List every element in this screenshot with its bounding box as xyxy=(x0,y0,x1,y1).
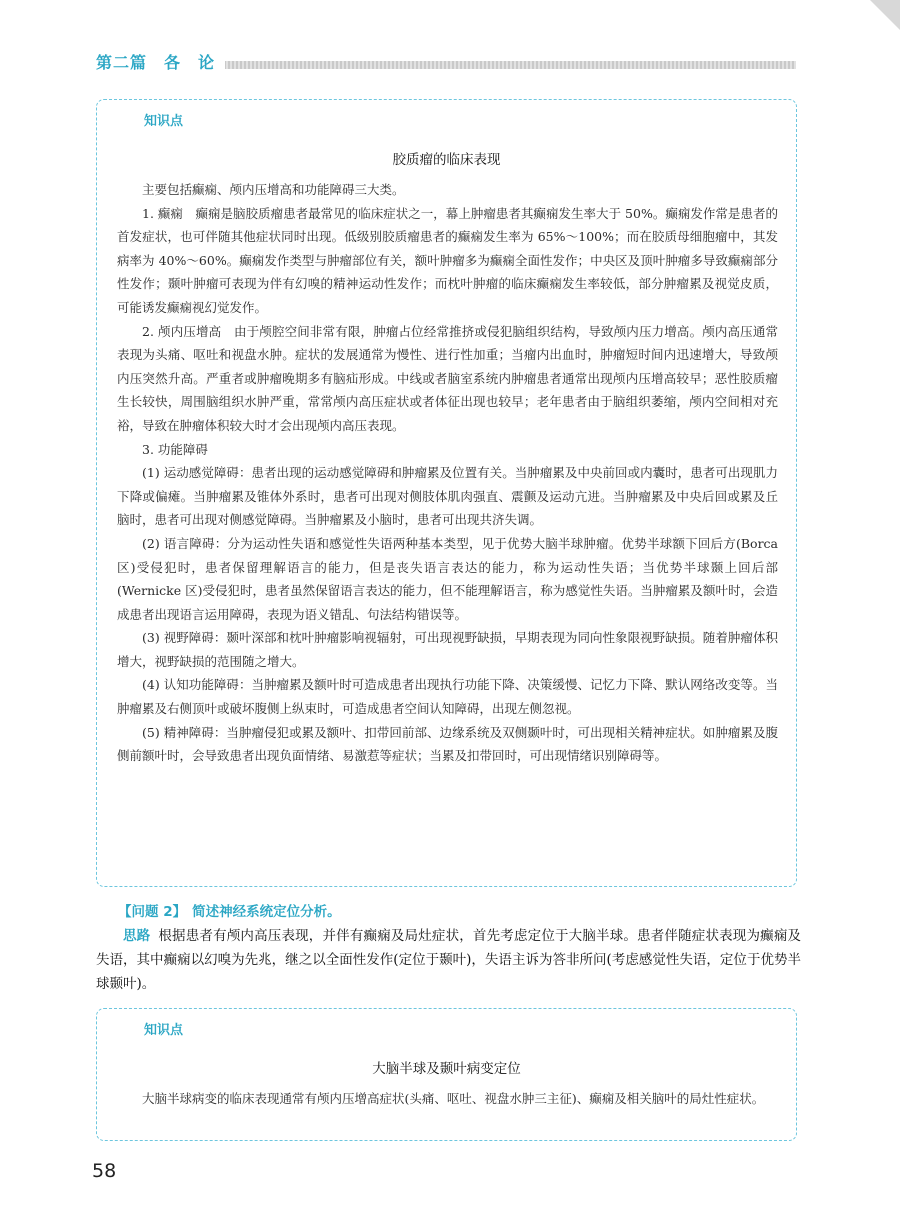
page-corner-fold xyxy=(870,0,900,30)
header-rule xyxy=(224,61,796,69)
knowledge-content xyxy=(117,1087,778,1111)
question-label: 【问题 2】 xyxy=(118,904,187,920)
knowledge-label: 知识点 xyxy=(144,114,184,129)
paragraph: 2. 颅内压增高 由于颅腔空间非常有限，肿瘤占位经常推挤或侵犯脑组织结构，导致颅内压力增高。颅内高压通常表现为头痛、呕吐和视盘水肿。症状的发展通常为慢性、进行性加重；当瘤内出血时，肿瘤短时间内迅速增大，导致颅内压突然升高。严重者或肿瘤晚期多有脑疝形成。中线或者脑室系统内肿瘤患者通常出现颅内压增高较早；恶性胶质瘤生长较快，周围脑组织水肿严重，常常颅内高压症状或者体征出现也较早；老年患者由于脑组织萎缩，颅内空间相对充裕，导致在肿瘤体积较大时才会出现颅内高压表现。 xyxy=(117,323,778,433)
paragraph: 主要包括癫痫、颅内压增高和功能障碍三大类。 xyxy=(142,182,405,197)
question-block xyxy=(96,900,801,996)
page-number: 58 xyxy=(92,1160,117,1182)
knowledge-label: 知识点 xyxy=(144,1023,184,1038)
paragraph: 大脑半球病变的临床表现通常有颅内压增高症状(头痛、呕吐、视盘水肿三主征)、癫痫及相关脑叶的局灶性症状。 xyxy=(142,1091,765,1106)
paragraph: (3) 视野障碍：颞叶深部和枕叶肿瘤影响视辐射，可出现视野缺损，早期表现为同向性象限视野缺损。随着肿瘤体积增大，视野缺损的范围随之增大。 xyxy=(117,630,778,669)
paragraph: (4) 认知功能障碍：当肿瘤累及额叶时可造成患者出现执行功能下降、决策缓慢、记忆力下降、默认网络改变等。当肿瘤累及右侧顶叶或破坏腹侧上纵束时，可造成患者空间认知障碍，出现左侧忽视。 xyxy=(117,677,778,717)
question-title: 简述神经系统定位分析。 xyxy=(192,904,341,920)
knowledge-title: 大脑半球及颞叶病变定位 xyxy=(372,1061,521,1077)
paragraph: (1) 运动感觉障碍：患者出现的运动感觉障碍和肿瘤累及位置有关。当肿瘤累及中央前回或内囊时，患者可出现肌力下降或偏瘫。当肿瘤累及锥体外系时，患者可出现对侧肢体肌肉强直、震颤及运动亢进。当肿瘤累及中央后回或累及丘脑时，患者可出现对侧感觉障碍。当肿瘤累及小脑时，患者可出现共济失调。 xyxy=(117,465,778,528)
running-header xyxy=(96,50,796,72)
knowledge-title: 胶质瘤的临床表现 xyxy=(392,152,501,168)
knowledge-box-glioma xyxy=(96,99,797,887)
knowledge-content xyxy=(117,178,778,768)
paragraph: (2) 语言障碍：分为运动性失语和感觉性失语两种基本类型，见于优势大脑半球肿瘤。优势半球额下回后方(Borca 区)受侵犯时，患者保留理解语言的能力，但是丧失语言表达的能力，称为运动性失语；当优势半球颞上回后部(Wernicke 区)受侵犯时，患者虽然保留语言表达的能力，但不能理解语言，称为感觉性失语。当肿瘤累及额叶时，会造成患者出现语言运用障碍，表现为语义错乱、句法结构错误等。 xyxy=(117,535,778,622)
paragraph: 3. 功能障碍 xyxy=(142,441,208,457)
approach-label: 思路 xyxy=(123,928,151,944)
answer-text: 根据患者有颅内高压表现，并伴有癫痫及局灶症状，首先考虑定位于大脑半球。患者伴随症状表现为癫痫及失语，其中癫痫以幻嗅为先兆，继之以全面性发作(定位于颞叶)，失语主诉为答非所问(考虑感觉性失语，定位于优势半球颞叶)。 xyxy=(96,928,802,992)
question-heading xyxy=(118,900,801,924)
answer-paragraph xyxy=(96,924,801,996)
header-title: 第二篇 各 论 xyxy=(96,50,225,73)
knowledge-box-localization xyxy=(96,1008,797,1141)
paragraph: (5) 精神障碍：当肿瘤侵犯或累及额叶、扣带回前部、边缘系统及双侧颞叶时，可出现相关精神症状。如肿瘤累及腹侧前额叶时，会导致患者出现负面情绪、易激惹等症状；当累及扣带回时，可出现情绪识别障碍等。 xyxy=(117,724,778,764)
paragraph: 1. 癫痫 癫痫是脑胶质瘤患者最常见的临床症状之一，幕上肿瘤患者其癫痫发生率大于 50%。癫痫发作常是患者的首发症状，也可伴随其他症状同时出现。低级别胶质瘤患者的癫痫发生率为 65%～100%；而在胶质母细胞瘤中，其发病率为 40%～60%。癫痫发作类型与肿瘤部位有关，额叶肿瘤多为癫痫全面性发作；中央区及顶叶肿瘤多导致癫痫部分性发作；颞叶肿瘤可表现为伴有幻嗅的精神运动性发作；而枕叶肿瘤的临床癫痫发生率较低，部分肿瘤累及视觉皮质，可能诱发癫痫视幻觉发作。 xyxy=(117,205,778,315)
